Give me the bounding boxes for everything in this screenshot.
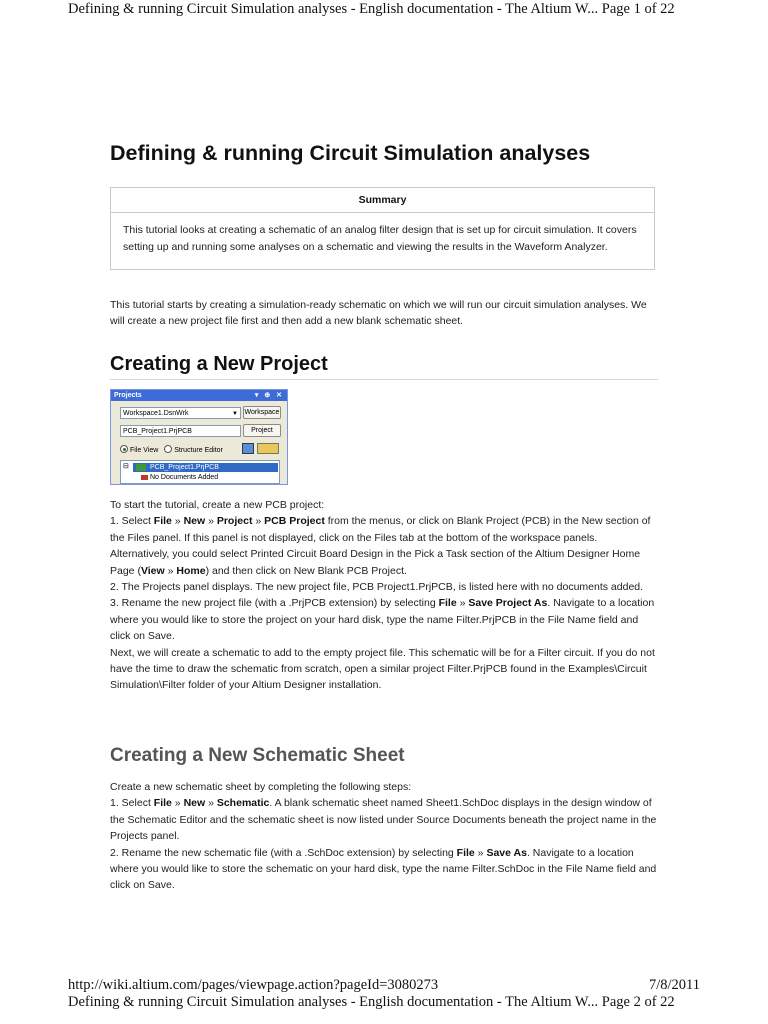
page-title: Defining & running Circuit Simulation analyses	[110, 141, 591, 165]
menu-separator: »	[456, 597, 469, 610]
menu-separator: »	[252, 515, 265, 528]
menu-new: New	[183, 797, 206, 810]
menu-save-as: Save As	[486, 846, 527, 859]
project-tree	[120, 460, 280, 484]
step-1-prefix: 1. Select	[110, 515, 154, 528]
section-heading-new-schematic: Creating a New Schematic Sheet	[110, 745, 405, 766]
menu-save-project-as: Save Project As	[468, 597, 548, 610]
radio-file-view-label: File View	[130, 447, 159, 454]
projects-panel-titlebar	[111, 390, 287, 401]
chevron-down-icon: ▼	[232, 411, 238, 417]
menu-separator: »	[474, 846, 487, 859]
new-project-alternative	[110, 546, 658, 579]
menu-project: Project	[216, 515, 253, 528]
print-header: Defining & running Circuit Simulation analyses - English documentation - The Altium W... Page 1 of 22	[68, 1, 675, 17]
summary-text: This tutorial looks at creating a schematic of an analog filter design that is set up for circuit simulation. It covers setting up and running some analyses on a schematic and viewing the results in the Waveform Analyzer.	[123, 224, 637, 253]
menu-file: File	[153, 797, 172, 810]
tree-item-project-label: PCB_Project1.PrjPCB	[150, 464, 219, 471]
menu-home: Home	[176, 564, 206, 577]
workspace-value: Workspace1.DsnWrk	[123, 410, 189, 417]
settings-dropdown-icon	[257, 443, 279, 454]
new-project-next: Next, we will create a schematic to add to the empty project file. This schematic will be for a Filter circuit. If you do not have the time to draw the schematic from scratch, open a similar project Filter.PrjPCB found in the Examples\Circuit Simulation\Filter folder of your Altium Designer installation.	[110, 646, 655, 692]
alt-prefix: Alternatively, you could select Printed Circuit Board Design in the Pick a Task section of the Altium Designer Home Page (	[110, 548, 641, 577]
refresh-icon	[242, 443, 254, 454]
step-1-prefix: 1. Select	[110, 797, 154, 810]
step-2-prefix: 2. Rename the new schematic file (with a .SchDoc extension) by selecting	[110, 846, 457, 859]
tree-item-project	[133, 463, 278, 472]
new-schematic-step-2	[110, 845, 658, 894]
menu-file: File	[456, 846, 475, 859]
print-footer-url: http://wiki.altium.com/pages/viewpage.action?pageId=3080273	[68, 977, 439, 993]
print-footer-date: 7/8/2011	[648, 977, 700, 993]
menu-pcb-project: PCB Project	[264, 515, 325, 528]
print-next-page-header: Defining & running Circuit Simulation analyses - English documentation - The Altium W... Page 2 of 22	[68, 994, 675, 1010]
summary-heading: Summary	[111, 188, 654, 213]
new-project-step-3	[110, 595, 658, 644]
new-project-lead: To start the tutorial, create a new PCB project:	[110, 499, 325, 511]
menu-separator: »	[205, 515, 217, 528]
view-mode-radios	[120, 445, 223, 454]
projects-panel-title: Projects	[114, 392, 142, 399]
folder-icon	[141, 475, 148, 480]
menu-separator: »	[164, 564, 177, 577]
tree-item-no-documents	[141, 473, 218, 482]
menu-separator: »	[171, 515, 184, 528]
radio-unselected-icon	[164, 445, 172, 453]
step-1-suffix: from the menus, or click on Blank Project (PCB) in the New section of the Files panel. If this panel is not displayed, click on the Files tab at the bottom of the workspace panels.	[110, 515, 651, 544]
new-project-step-2: 2. The Projects panel displays. The new project file, PCB Project1.PrjPCB, is listed here with no documents added.	[110, 581, 644, 594]
new-project-instructions	[110, 497, 658, 694]
pcb-project-icon	[136, 464, 146, 471]
workspace-button: Workspace	[243, 406, 281, 419]
panel-window-controls-icon: ▾ ⊕ ✕	[254, 392, 284, 399]
new-schematic-step-1	[110, 795, 658, 844]
intro-paragraph: This tutorial starts by creating a simulation-ready schematic on which we will run our circuit simulation analyses. We will create a new project file first and then add a new blank schematic sheet.	[110, 299, 647, 328]
menu-file: File	[438, 597, 457, 610]
new-schematic-instructions	[110, 779, 658, 894]
menu-new: New	[183, 515, 206, 528]
workspace-dropdown	[120, 407, 241, 419]
new-schematic-lead: Create a new schematic sheet by completing the following steps:	[110, 781, 412, 793]
step-3-prefix: 3. Rename the new project file (with a .PrjPCB extension) by selecting	[110, 597, 439, 610]
menu-file: File	[153, 515, 172, 528]
radio-selected-icon	[120, 445, 128, 453]
menu-separator: »	[171, 797, 184, 810]
project-button: Project	[243, 424, 281, 437]
summary-box	[110, 187, 655, 270]
menu-schematic: Schematic	[216, 797, 270, 810]
tree-item-no-documents-label: No Documents Added	[150, 474, 219, 481]
step-1-suffix: . A blank schematic sheet named Sheet1.SchDoc displays in the design window of the Schematic Editor and the schematic sheet is now listed under Source Documents beneath the project name in the Projects panel.	[110, 797, 657, 843]
tree-collapse-icon: ⊟	[123, 463, 129, 470]
section-heading-new-project: Creating a New Project	[110, 353, 658, 380]
panel-toolbar-icons	[242, 443, 282, 455]
radio-structure-editor-label: Structure Editor	[174, 447, 223, 454]
step-3-suffix: . Navigate to a location where you would like to store the project on your hard disk, type the name Filter.PrjPCB in the File Name field and click on Save.	[110, 597, 655, 643]
projects-panel-image	[110, 389, 288, 485]
new-project-step-1	[110, 513, 658, 546]
menu-view: View	[140, 564, 165, 577]
step-2-suffix: . Navigate to a location where you would like to store the schematic on your hard disk, type the name Filter.SchDoc in the File Name field and click on Save.	[110, 846, 657, 892]
project-field: PCB_Project1.PrjPCB	[120, 425, 241, 437]
alt-suffix: ) and then click on New Blank PCB Project.	[205, 564, 407, 577]
menu-separator: »	[205, 797, 217, 810]
